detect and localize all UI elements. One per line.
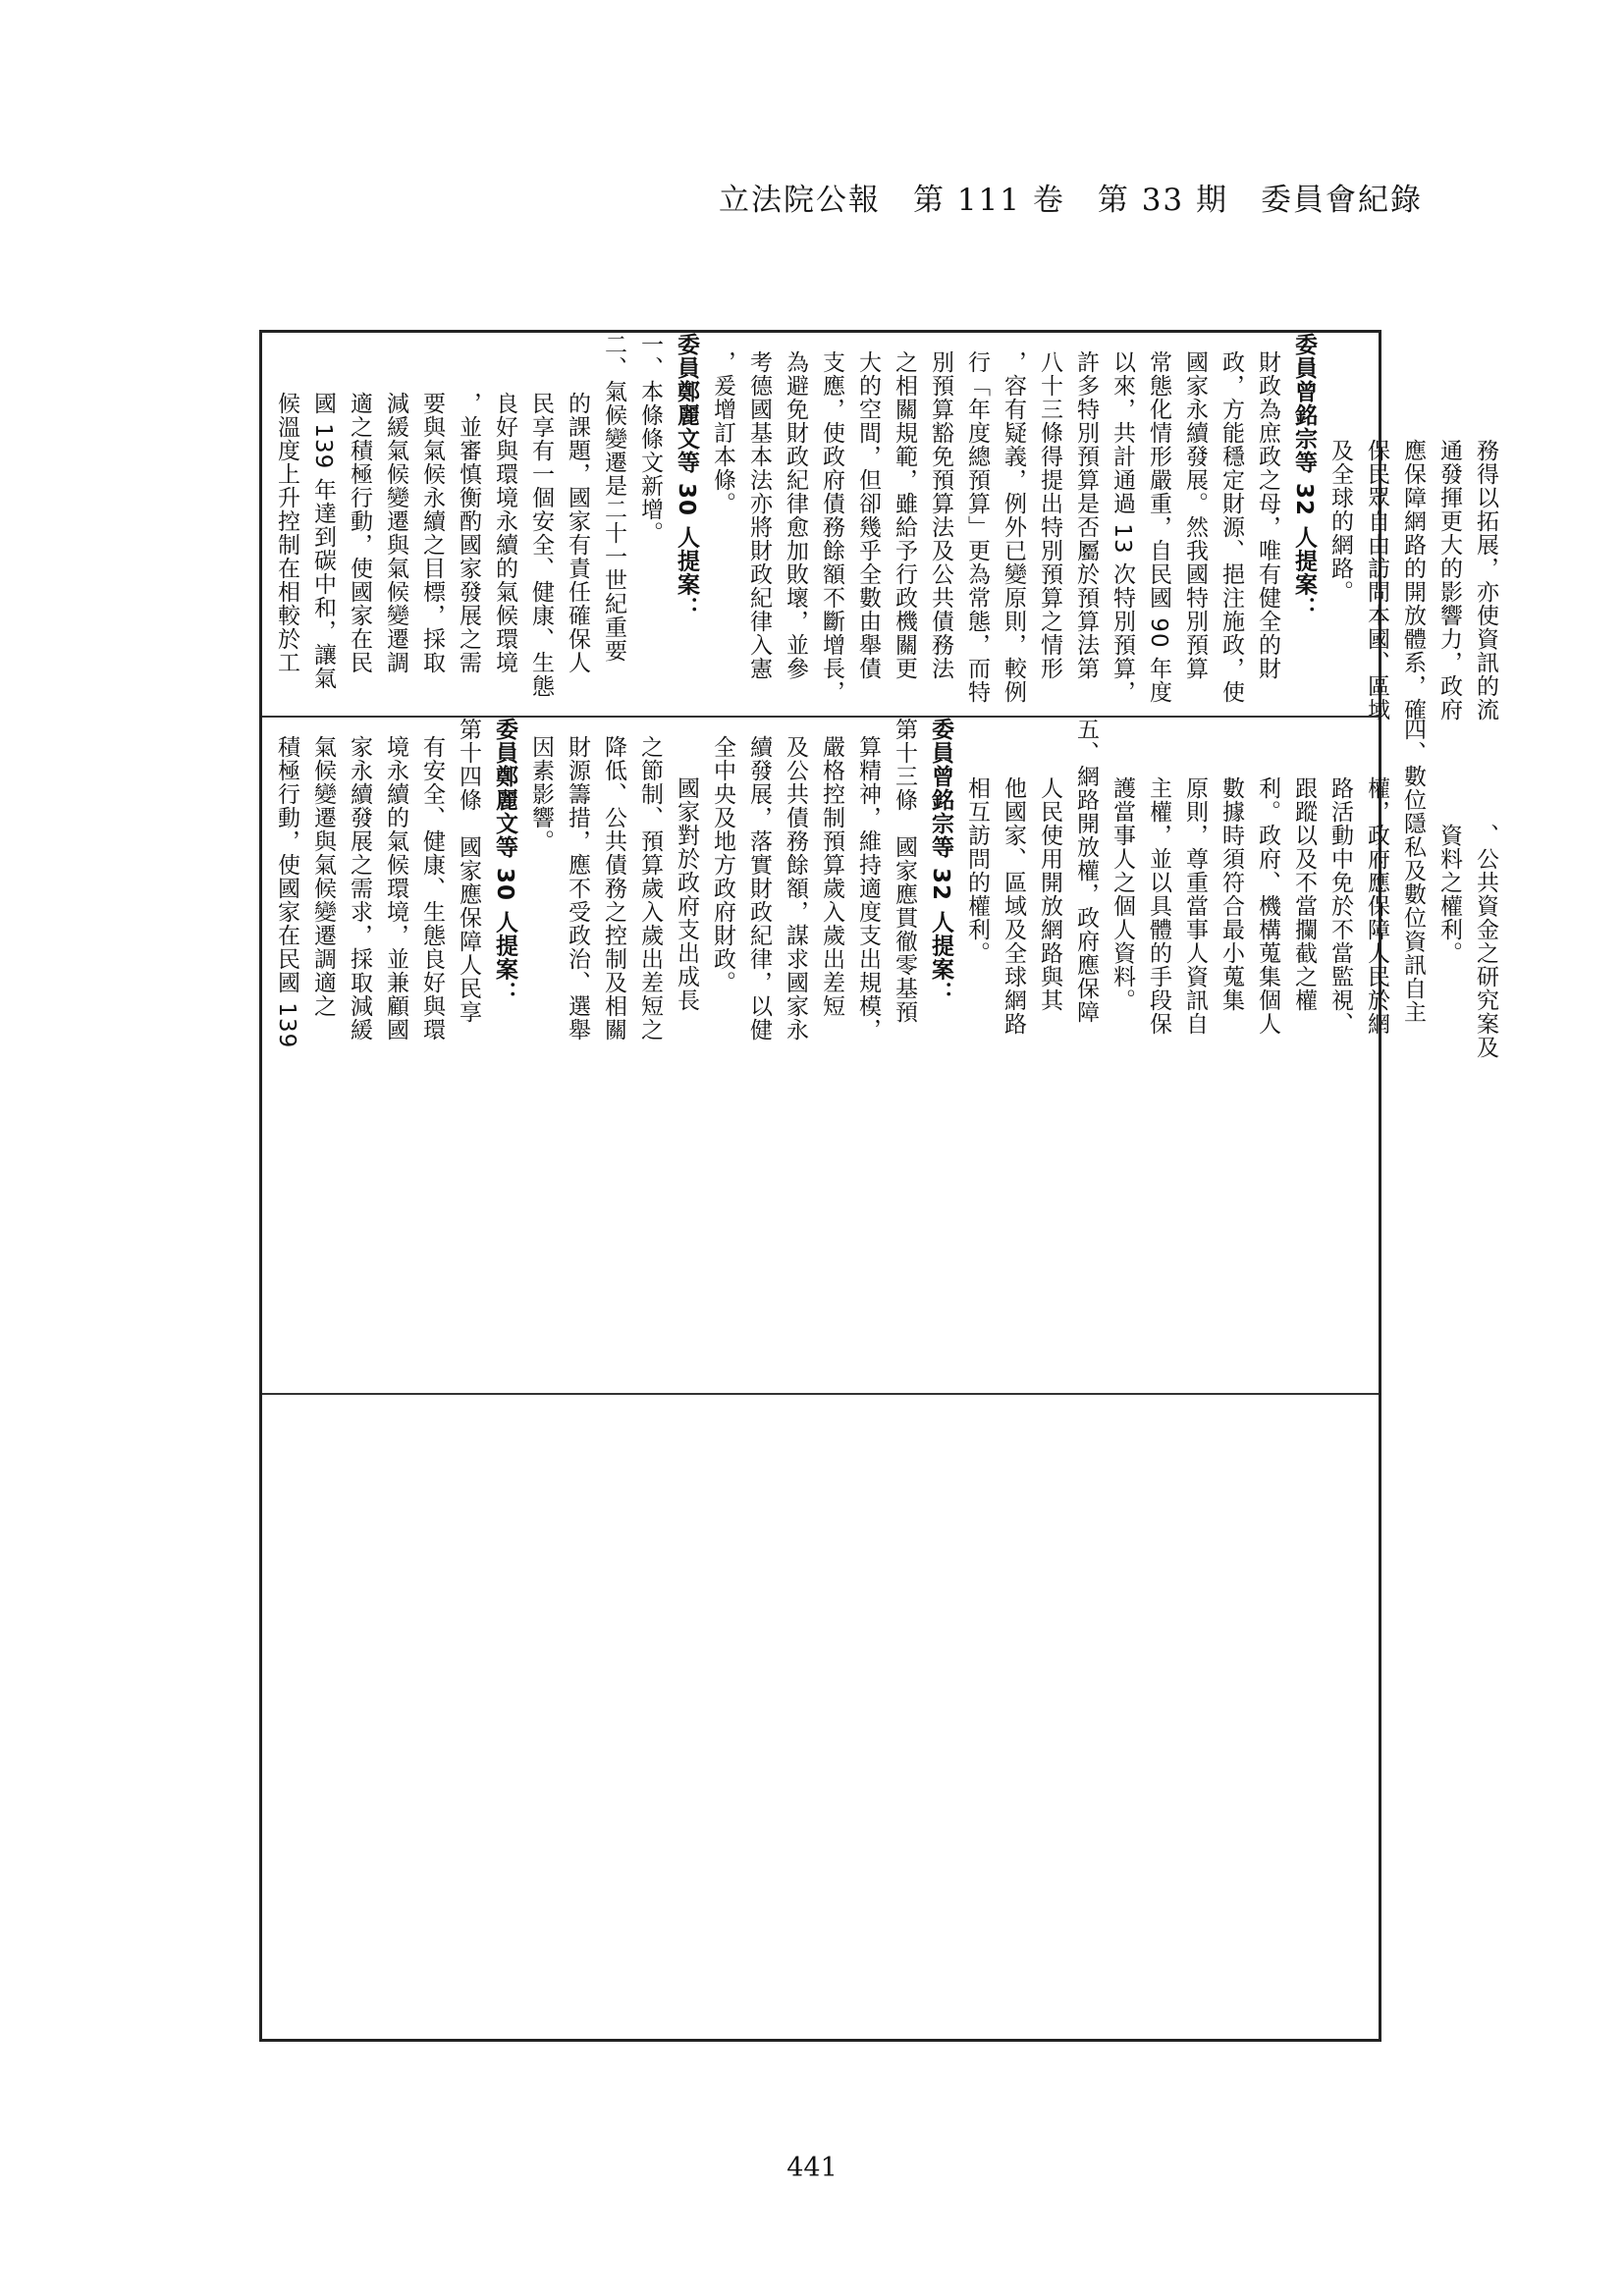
text-line: 境永續的氣候環境，並兼顧國 <box>383 735 408 1041</box>
text-line: 權，政府應保障人民於網 <box>1364 776 1389 1036</box>
text-line: 相互訪問的權利。 <box>964 776 990 965</box>
text-line: 五、網路開放權，政府應保障 <box>1073 718 1099 1024</box>
text-line: 為避免財政紀律愈加敗壞，並參 <box>783 350 808 680</box>
text-columns <box>262 333 1509 721</box>
text-line: 數據時須符合最小蒐集 <box>1218 776 1244 1012</box>
table-band-empty <box>262 1393 1379 2041</box>
text-line: 嚴格控制預算歲入歲出差短 <box>819 735 844 1018</box>
text-line: 算精神，維持適度支出規模， <box>855 735 881 1041</box>
text-line: 保民眾自由訪問本國、區域 <box>1364 439 1389 721</box>
text-line: 要與氣候永續之目標，採取 <box>419 392 445 674</box>
text-line: 跟蹤以及不當攔截之權 <box>1291 776 1317 1012</box>
text-line: 財源籌措，應不受政治、選舉 <box>565 735 590 1041</box>
page-header: 立法院公報 第 111 卷 第 33 期 委員會紀錄 <box>718 183 1423 218</box>
text-line: 國家永續發展。然我國特別預算 <box>1182 350 1208 680</box>
text-line: 之節制、預算歲入歲出差短之 <box>637 735 663 1041</box>
text-line: ，爰增訂本條。 <box>710 350 735 515</box>
text-line: 委員鄭麗文等 30 人提案： <box>674 333 699 620</box>
text-line: 及公共債務餘額，謀求國家永 <box>783 735 808 1041</box>
text-line: 常態化情形嚴重，自民國 90 年度 <box>1146 350 1171 704</box>
table-band-proposals <box>262 716 1498 1393</box>
text-line: 人民使用開放網路與其 <box>1037 776 1062 1012</box>
text-line: ，容有疑義，例外已變原則，較例 <box>1001 350 1026 704</box>
text-line: 的課題，國家有責任確保人 <box>565 392 590 674</box>
text-line: 四、數位隱私及數位資訊自主 <box>1400 718 1426 1024</box>
document-table <box>259 330 1498 2042</box>
text-line: 減緩氣候變遷與氣候變遷調 <box>383 392 408 674</box>
text-line: 第十三條 國家應貫徹零基預 <box>892 718 917 1024</box>
text-line: 之相關規範，雖給予行政機關更 <box>892 350 917 680</box>
text-line: 資料之權利。 <box>1436 824 1462 965</box>
text-line: 、公共資金之研究案及 <box>1473 824 1498 1059</box>
text-line: 續發展，落實財政紀律，以健 <box>746 735 772 1041</box>
text-line: 氣候變遷與氣候變遷調適之 <box>310 735 336 1018</box>
text-line: 利。政府、機構蒐集個人 <box>1255 776 1280 1036</box>
text-line: 家永續發展之需求，採取減緩 <box>347 735 372 1041</box>
text-line: 務得以拓展，亦使資訊的流 <box>1473 439 1498 721</box>
text-line: 考德國基本法亦將財政紀律入憲 <box>746 350 772 680</box>
text-line: 政，方能穩定財源、挹注施政，使 <box>1218 350 1244 704</box>
text-line: 第十四條 國家應保障人民享 <box>456 718 481 1024</box>
text-line: 行「年度總預算」更為常態，而特 <box>964 350 990 704</box>
text-line: 民享有一個安全、健康、生態 <box>528 392 554 698</box>
text-line: 財政為庶政之母，唯有健全的財 <box>1255 350 1280 680</box>
text-line: 委員曾銘宗等 32 人提案： <box>1291 333 1317 620</box>
text-line: 許多特別預算是否屬於預算法第 <box>1073 350 1099 680</box>
text-line: 別預算豁免預算法及公共債務法 <box>928 350 953 680</box>
text-line: 委員鄭麗文等 30 人提案： <box>492 718 517 1005</box>
text-line: 適之積極行動，使國家在民 <box>347 392 372 674</box>
text-line: 支應，使政府債務餘額不斷增長， <box>819 350 844 704</box>
text-line: 及全球的網路。 <box>1327 439 1353 604</box>
page-number: 441 <box>786 2153 838 2183</box>
text-line: 國家對於政府支出成長 <box>674 776 699 1012</box>
text-line: 護當事人之個人資料。 <box>1110 776 1135 1012</box>
text-line: 候溫度上升控制在相較於工 <box>274 392 299 674</box>
table-band-reasons <box>262 333 1498 721</box>
text-line: 他國家、區域及全球網路 <box>1001 776 1026 1036</box>
text-line: 路活動中免於不當監視、 <box>1327 776 1353 1036</box>
text-line: 國 139 年達到碳中和，讓氣 <box>310 392 336 690</box>
text-line: 通發揮更大的影響力，政府 <box>1436 439 1462 721</box>
text-line: 以來，共計通過 13 次特別預算， <box>1110 350 1135 704</box>
text-line: 因素影響。 <box>528 735 554 853</box>
text-line: ，並審慎衡酌國家發展之需 <box>456 392 481 674</box>
text-line: 大的空間，但卻幾乎全數由舉債 <box>855 350 881 680</box>
text-line: 二、氣候變遷是二十一世紀重要 <box>601 333 626 663</box>
text-line: 積極行動，使國家在民國 139 <box>274 735 299 1049</box>
text-line: 全中央及地方政府財政。 <box>710 735 735 994</box>
text-line: 原則，尊重當事人資訊自 <box>1182 776 1208 1036</box>
text-line: 應保障網路的開放體系，確 <box>1400 439 1426 721</box>
text-line: 良好與環境永續的氣候環境 <box>492 392 517 674</box>
text-line: 主權，並以具體的手段保 <box>1146 776 1171 1036</box>
text-line: 有安全、健康、生態良好與環 <box>419 735 445 1041</box>
text-columns <box>262 718 1509 1059</box>
text-line: 一、本條條文新增。 <box>637 333 663 545</box>
text-line: 委員曾銘宗等 32 人提案： <box>928 718 953 1005</box>
text-line: 八十三條得提出特別預算之情形 <box>1037 350 1062 680</box>
text-line: 降低、公共債務之控制及相關 <box>601 735 626 1041</box>
